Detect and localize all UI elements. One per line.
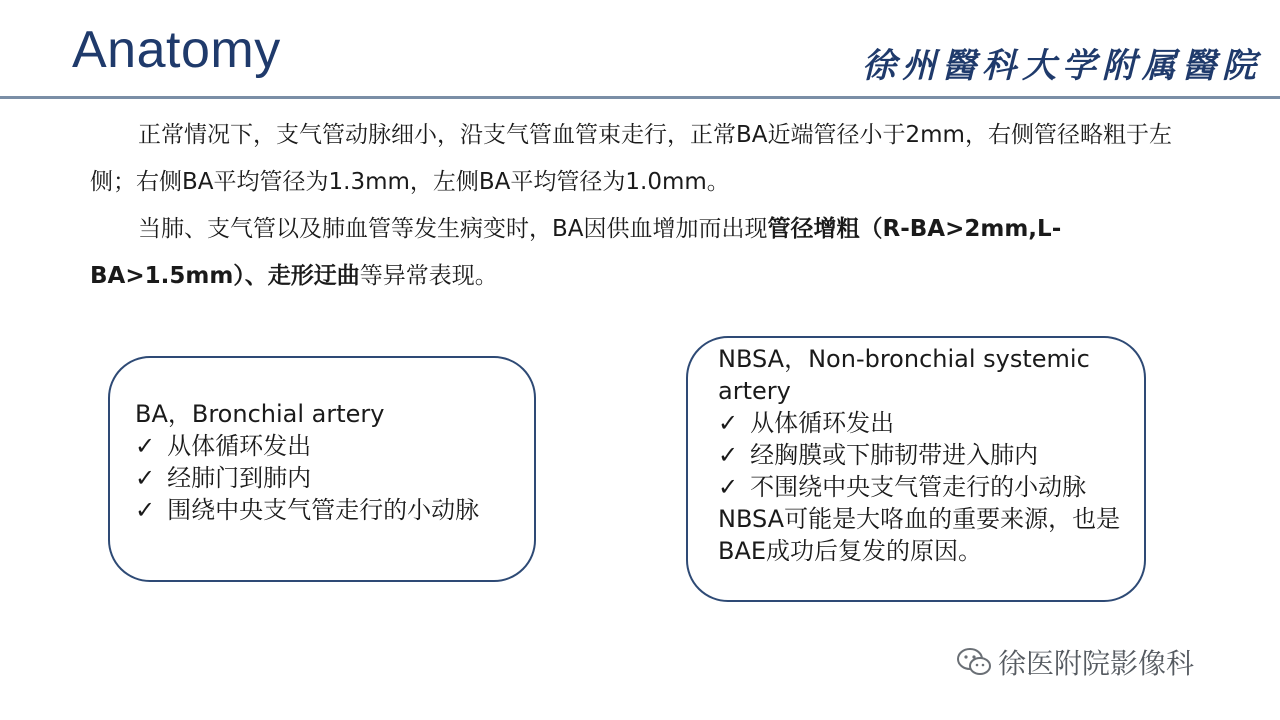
ba-item-text: 从体循环发出 (167, 432, 312, 460)
paragraph-normal-anatomy (90, 112, 1190, 206)
hospital-logo: 徐州醫科大学附属醫院 (862, 46, 1262, 86)
ba-box (108, 356, 536, 582)
paragraph-2-bold: 管径增粗（R-BA>2mm,L-BA>1.5mm）、走形迂曲 (90, 216, 1062, 289)
ba-item (135, 494, 510, 526)
nbsa-item-text: 从体循环发出 (750, 409, 895, 437)
paragraph-2-end: 等异常表现。 (359, 263, 498, 289)
paragraph-1-text: 正常情况下，支气管动脉细小，沿支气管血管束走行，正常BA近端管径小于2mm，右侧管径略粗于左侧；右侧BA平均管径为1.3mm，左侧BA平均管径为1.0mm。 (90, 122, 1172, 195)
nbsa-note: NBSA可能是大咯血的重要来源，也是BAE成功后复发的原因。 (718, 505, 1121, 565)
check-icon: ✓ (135, 432, 156, 460)
watermark-text: 徐医附院影像科 (998, 647, 1195, 680)
paragraph-2-text: 当肺、支气管以及肺血管等发生病变时，BA因供血增加而出现 (138, 216, 768, 242)
ba-heading: BA，Bronchial artery (135, 400, 385, 428)
paragraph-pathology (90, 206, 1190, 300)
check-icon: ✓ (135, 464, 156, 492)
nbsa-heading: NBSA，Non-bronchial systemic artery (718, 345, 1090, 405)
nbsa-item-text: 不围绕中央支气管走行的小动脉 (750, 473, 1087, 501)
ba-item (135, 462, 510, 494)
nbsa-item-text: 经胸膜或下肺韧带进入肺内 (750, 441, 1039, 469)
wechat-icon (956, 647, 992, 684)
ba-item (135, 430, 510, 462)
page-title: Anatomy (72, 21, 281, 79)
watermark (956, 642, 1194, 684)
ba-item-text: 围绕中央支气管走行的小动脉 (167, 496, 480, 524)
check-icon: ✓ (135, 496, 156, 524)
check-icon: ✓ (718, 409, 739, 437)
nbsa-box (686, 336, 1146, 602)
nbsa-item (718, 471, 1124, 503)
check-icon: ✓ (718, 441, 739, 469)
nbsa-item (718, 407, 1124, 439)
ba-item-text: 经肺门到肺内 (167, 464, 312, 492)
title-divider (0, 96, 1280, 99)
nbsa-item (718, 439, 1124, 471)
check-icon: ✓ (718, 473, 739, 501)
